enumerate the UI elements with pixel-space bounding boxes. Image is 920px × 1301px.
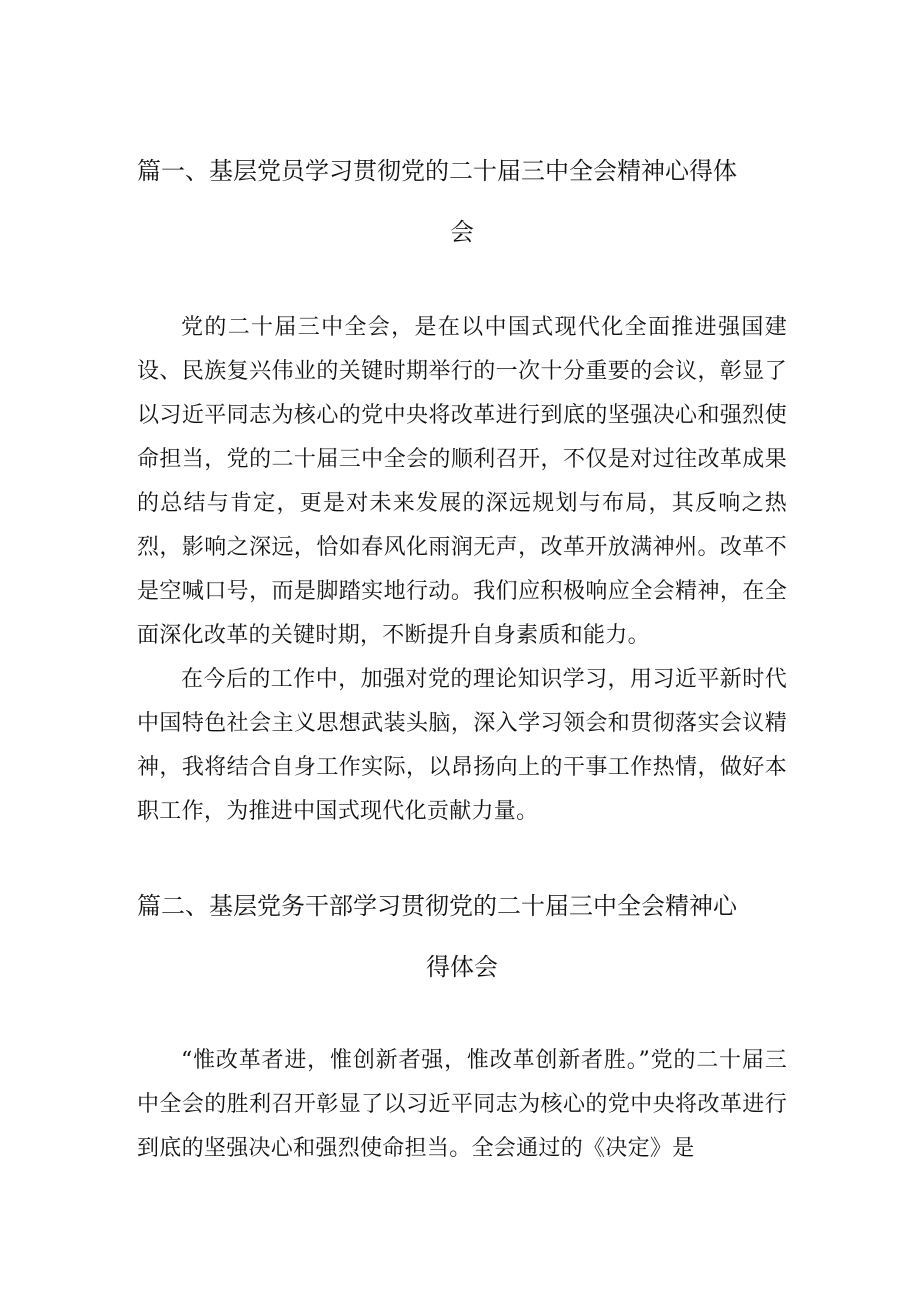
- section2-title-line1: 篇二、基层党务干部学习贯彻党的二十届三中全会精神心: [137, 892, 737, 920]
- section2-paragraph-1: “惟改革者进，惟创新者强，惟改革创新者胜。”党的二十届三中全会的胜利召开彰显了以习近平同志为核心的党中央将改革进行到底的坚强决心和强烈使命担当。全会通过的《决定》是: [137, 1048, 787, 1161]
- section2-title-line2: 得体会: [426, 953, 498, 981]
- section1-paragraph-2: 在今后的工作中，加强对党的理论知识学习，用习近平新时代中国特色社会主义思想武装头脑，深入学习领会和贯彻落实会议精神，我将结合自身工作实际，以昂扬向上的干事工作热情，做好本职工作，为推进中国式现代化贡献力量。: [137, 667, 787, 824]
- section2-title: [137, 891, 787, 982]
- section1-title-line1: 篇一、基层党员学习贯彻党的二十届三中全会精神心得体: [137, 157, 737, 185]
- section1-title-line2: 会: [450, 218, 474, 246]
- section1-title: [137, 156, 787, 247]
- section1-paragraph-1: 党的二十届三中全会，是在以中国式现代化全面推进强国建设、民族复兴伟业的关键时期举行的一次十分重要的会议，彰显了以习近平同志为核心的党中央将改革进行到底的坚强决心和强烈使命担当，党的二十届三中全会的顺利召开，不仅是对过往改革成果的总结与肯定，更是对未来发展的深远规划与布局，其反响之热烈，影响之深远，恰如春风化雨润无声，改革开放满神州。改革不是空喊口号，而是脚踏实地行动。我们应积极响应全会精神，在全面深化改革的关键时期，不断提升自身素质和能力。: [137, 315, 787, 648]
